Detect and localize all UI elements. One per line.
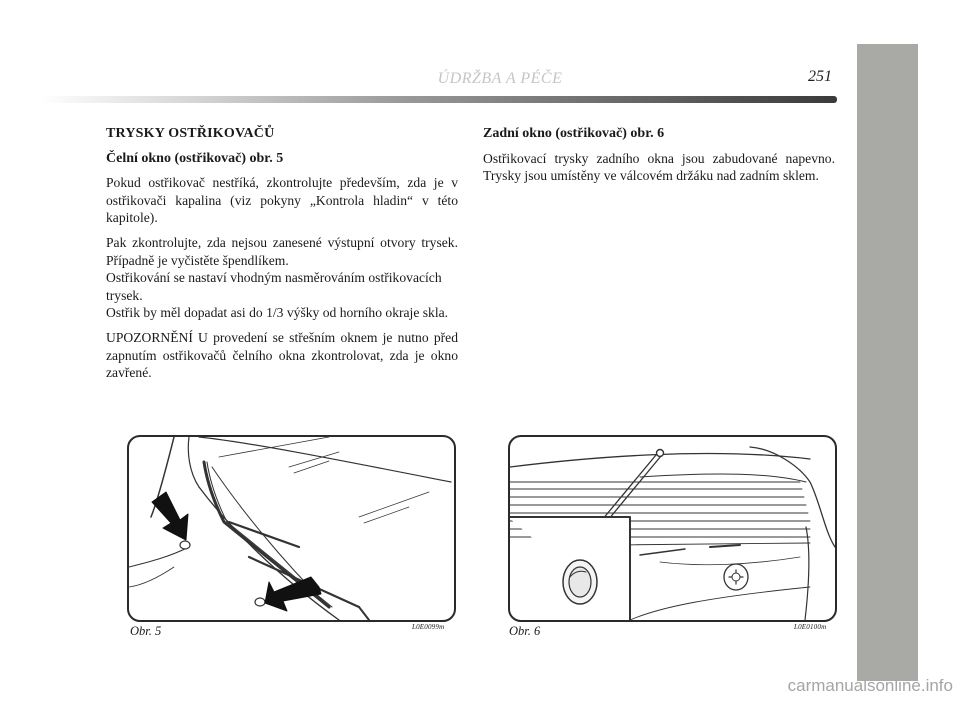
watermark: carmanualsonline.info (787, 676, 953, 695)
left-column (106, 125, 458, 389)
rear-window-subheading: Zadní okno (ostřikovač) obr. 6 (483, 126, 665, 141)
figure-6-label: Obr. 6 (509, 624, 541, 638)
figure-6-illustration (508, 435, 837, 622)
warning-paragraph: UPOZORNĚNÍ U provedení se střešním oknem je nutno před zapnutím ostřikovačů čelního okna zkontrolovat, zda je okno zavřené. (106, 329, 458, 381)
paragraph-fluid-check: Pokud ostřikovač nestříká, zkontrolujte především, zda je v ostřikovači kapalina (viz pokyny „Kontrola hladin“ v této kapitole). (106, 175, 458, 226)
figure-5-code: L0E0099m (412, 623, 445, 631)
figure-6-code: L0E0100m (794, 623, 827, 631)
windscreen-subheading: Čelní okno (ostřikovač) obr. 5 (106, 150, 284, 166)
header-rule (40, 96, 837, 103)
paragraph-spray-height: Ostřik by měl dopadat asi do 1/3 výšky od horního okraje skla. (106, 305, 449, 321)
figure-5-illustration (127, 435, 456, 622)
paragraph-nozzle-clean: Pak zkontrolujte, zda nejsou zanesené výstupní otvory trysek. Případně je vyčistěte špendlíkem. (106, 234, 458, 268)
figure-5-label: Obr. 5 (130, 624, 162, 638)
side-tab (857, 44, 918, 681)
section-heading: TRYSKY OSTŘIKOVAČŮ (106, 126, 275, 141)
paragraph-nozzle-aim: Ostřikování se nastaví vhodným nasměrováním ostřikovacích trysek. (106, 270, 442, 303)
section-title: ÚDRŽBA A PÉČE (437, 70, 563, 87)
page-number: 251 (808, 68, 832, 85)
paragraph-rear-nozzles: Ostřikovací trysky zadního okna jsou zabudované napevno. Trysky jsou umístěny ve válcovém držáku nad zadním sklem. (483, 150, 835, 184)
right-column (483, 125, 835, 192)
